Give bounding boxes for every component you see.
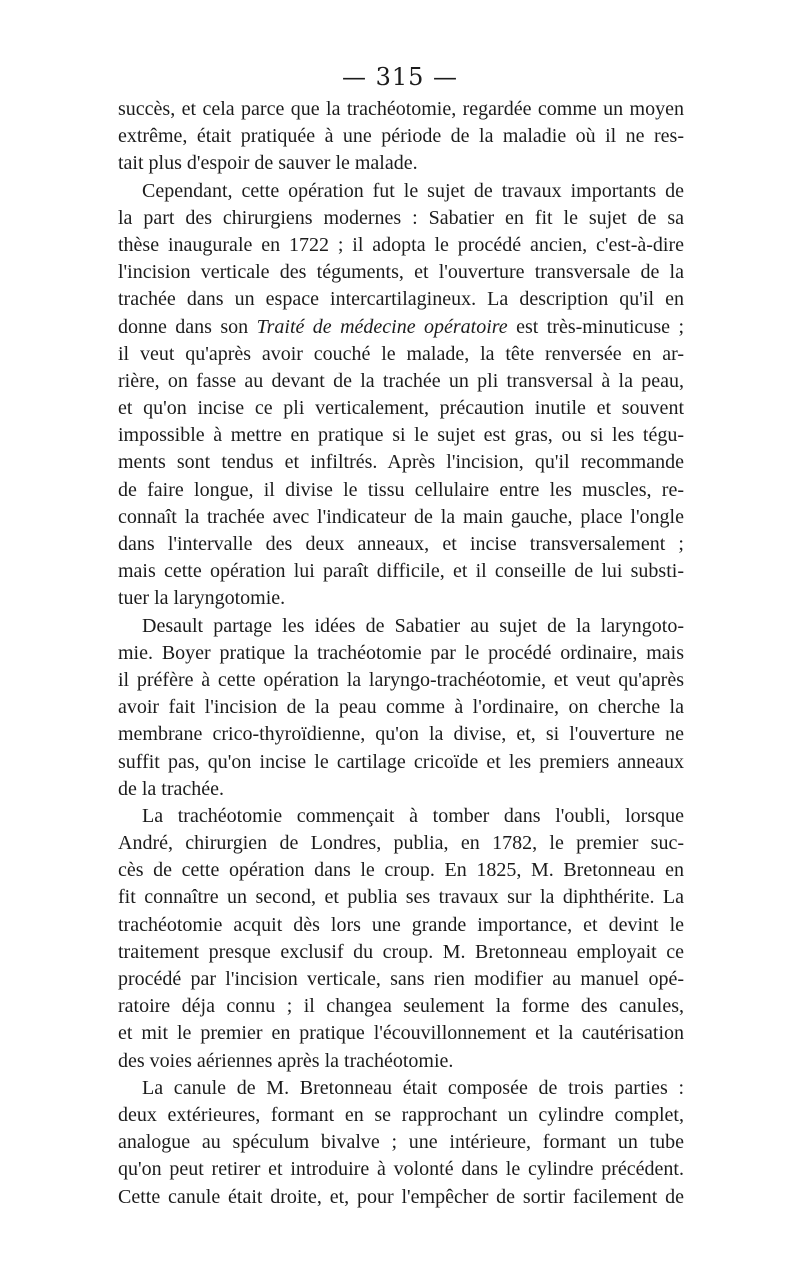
text-line: ments sont tendus et infiltrés. Après l'incision, qu'il recommande [118, 451, 684, 474]
text-line: La canule de M. Bretonneau était composée de trois parties : [142, 1076, 684, 1099]
text-line: Cependant, cette opération fut le sujet de travaux importants de [142, 179, 684, 202]
text-line: impossible à mettre en pratique si le sujet est gras, ou si les tégu- [118, 424, 684, 447]
text-line: avoir fait l'incision de la peau comme à l'ordinaire, on cherche la [118, 696, 684, 719]
text-line: de la trachée. [118, 777, 225, 800]
text-line: procédé par l'incision verticale, sans rien modifier au manuel opé- [118, 968, 684, 990]
text-line: traitement presque exclusif du croup. M. Bretonneau employait ce [118, 940, 684, 963]
text-line: La trachéotomie commençait à tomber dans l'oubli, lorsque [142, 804, 684, 827]
text-line: suffit pas, qu'on incise le cartilage cricoïde et les premiers anneaux [118, 750, 684, 773]
text-line: ratoire déja connu ; il changea seulement la forme des canules, [118, 995, 684, 1018]
text-line: thèse inaugurale en 1722 ; il adopta le procédé ancien, c'est-à-dire [118, 233, 684, 256]
text-line: trachée dans un espace intercartilagineux. La description qu'il en [118, 288, 684, 311]
text-line: tuer la laryngotomie. [118, 587, 286, 610]
text-line: Desault partage les idées de Sabatier au sujet de la laryngoto- [142, 614, 684, 637]
text-line: dans l'intervalle des deux anneaux, et incise transversalement ; [118, 533, 684, 555]
body-text [118, 96, 684, 1211]
text-line-with-title [118, 314, 684, 341]
text-line: tait plus d'espoir de sauver le malade. [118, 152, 418, 175]
text-line: succès, et cela parce que la trachéotomie, regardée comme un moyen [118, 98, 684, 120]
text-line: deux extérieures, formant en se rapprochant un cylindre complet, [118, 1103, 684, 1126]
text-line: mais cette opération lui paraît difficile, et il conseille de lui substi- [118, 560, 684, 583]
text-line: qu'on peut retirer et introduire à volonté dans le cylindre précédent. [118, 1158, 684, 1181]
text-segment: donne dans son [118, 315, 249, 338]
page-number: — 315 — [341, 63, 459, 91]
text-line: de faire longue, il divise le tissu cellulaire entre les muscles, re- [118, 478, 684, 501]
text-line: l'incision verticale des téguments, et l'ouverture transversale de la [118, 261, 684, 284]
text-line: trachéotomie acquit dès lors une grande importance, et devint le [118, 913, 684, 936]
text-line: la part des chirurgiens modernes : Sabatier en fit le sujet de sa [118, 206, 684, 229]
text-line: fit connaître un second, et publia ses travaux sur la diphthérite. La [118, 886, 684, 909]
text-line: connaît la trachée avec l'indicateur de la main gauche, place l'ongle [118, 505, 684, 528]
text-line: cès de cette opération dans le croup. En 1825, M. Bretonneau en [118, 859, 684, 882]
text-line: rière, on fasse au devant de la trachée un pli transversal à la peau, [118, 369, 684, 392]
text-line: mie. Boyer pratique la trachéotomie par le procédé ordinaire, mais [118, 641, 684, 664]
text-line: membrane crico-thyroïdienne, qu'on la divise, et, si l'ouverture ne [118, 723, 684, 746]
text-line: et qu'on incise ce pli verticalement, précaution inutile et souvent [118, 397, 684, 420]
text-line: des voies aériennes après la trachéotomie. [118, 1049, 454, 1072]
text-line: Cette canule était droite, et, pour l'empêcher de sortir facilement de [118, 1185, 684, 1208]
text-line: André, chirurgien de Londres, publia, en 1782, le premier suc- [118, 832, 684, 855]
book-title: Traité de médecine opératoire [256, 315, 508, 338]
text-line: extrême, était pratiquée à une période de la maladie où il ne res- [118, 125, 684, 148]
text-segment: est très-minuticuse ; [516, 315, 685, 338]
text-line: il veut qu'après avoir couché le malade, la tête renversée en ar- [118, 342, 684, 365]
text-line: analogue au spéculum bivalve ; une intérieure, formant un tube [118, 1131, 684, 1154]
text-line: il préfère à cette opération la laryngo-trachéotomie, et veut qu'après [118, 668, 684, 691]
text-line: et mit le premier en pratique l'écouvillonnement et la cautérisation [118, 1022, 684, 1045]
